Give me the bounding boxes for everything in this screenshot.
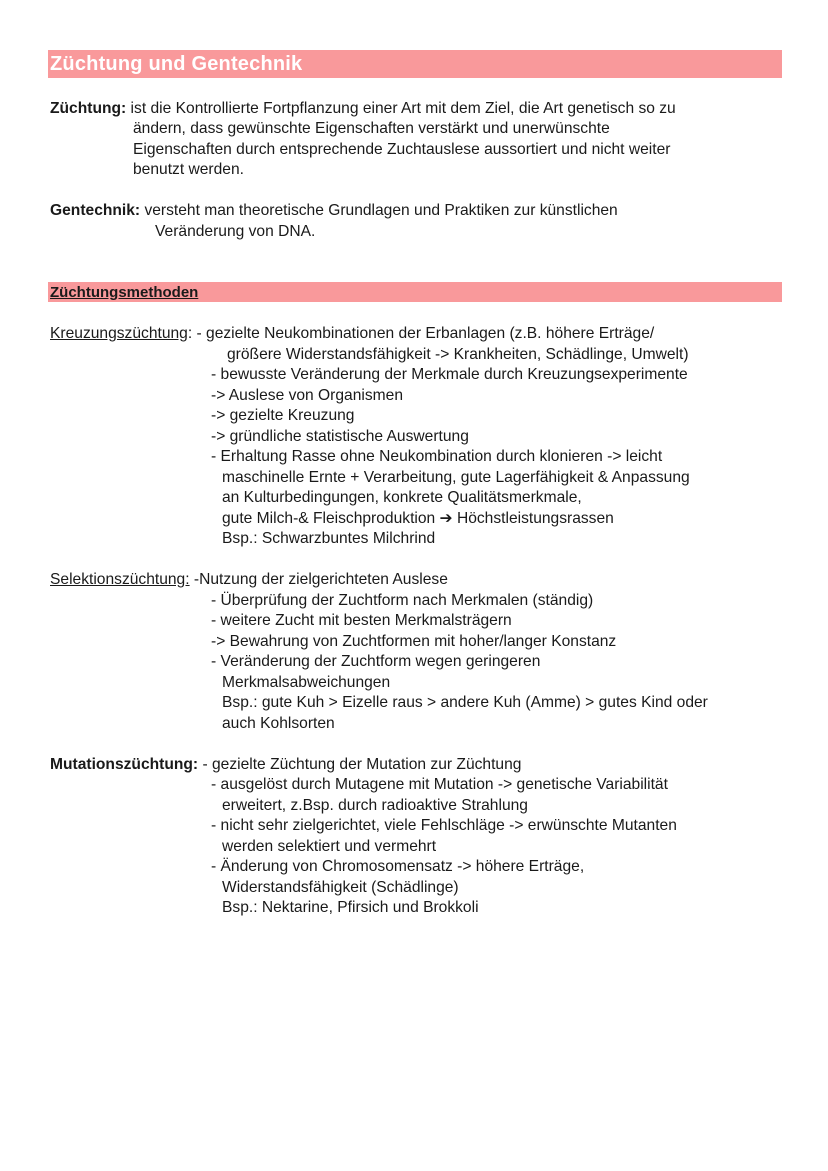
mutation-line-6: - Änderung von Chromosomensatz -> höhere Erträge,: [211, 858, 585, 875]
selektion-line-4: -> Bewahrung von Zuchtformen mit hoher/langer Konstanz: [211, 633, 617, 650]
definition-zuechtung-line-3: Eigenschaften durch entsprechende Zuchtauslese aussortiert und nicht weiter: [133, 141, 671, 158]
mutation-line-7: Widerstandsfähigkeit (Schädlinge): [222, 879, 459, 896]
kreuzung-line-4: -> Auslese von Organismen: [211, 387, 403, 404]
definition-gentechnik-line-2: Veränderung von DNA.: [155, 223, 316, 240]
selektion-line-2: - Überprüfung der Zuchtform nach Merkmalen (ständig): [211, 592, 594, 609]
method-term-kreuzung: Kreuzungszüchtung: [50, 325, 188, 342]
selektion-line-5: - Veränderung der Zuchtform wegen geringeren: [211, 653, 541, 670]
kreuzung-line-5: -> gezielte Kreuzung: [211, 407, 355, 424]
selektion-line-1: Selektionszüchtung: -Nutzung der zielgerichteten Auslese: [50, 571, 448, 588]
definition-zuechtung-line-2: ändern, dass gewünschte Eigenschaften verstärkt und unerwünschte: [133, 120, 610, 137]
kreuzung-line-7: - Erhaltung Rasse ohne Neukombination durch klonieren -> leicht: [211, 448, 663, 465]
kreuzung-line-6: -> gründliche statistische Auswertung: [211, 428, 469, 445]
mutation-line-4: - nicht sehr zielgerichtet, viele Fehlschläge -> erwünschte Mutanten: [211, 817, 677, 834]
mutation-line-3: erweitert, z.Bsp. durch radioaktive Strahlung: [222, 797, 528, 814]
mutation-line-8: Bsp.: Nektarine, Pfirsich und Brokkoli: [222, 899, 479, 916]
definition-term-gentechnik: Gentechnik:: [50, 202, 141, 219]
mutation-line-5: werden selektiert und vermehrt: [222, 838, 437, 855]
mutation-line-2: - ausgelöst durch Mutagene mit Mutation -> genetische Variabilität: [211, 776, 668, 793]
definition-zuechtung-line-4: benutzt werden.: [133, 161, 244, 178]
mutation-line-1: Mutationszüchtung: - gezielte Züchtung der Mutation zur Züchtung: [50, 756, 522, 773]
kreuzung-line-11: Bsp.: Schwarzbuntes Milchrind: [222, 530, 436, 547]
definition-term-zuechtung: Züchtung:: [50, 100, 127, 117]
method-term-mutation: Mutationszüchtung:: [50, 756, 199, 773]
kreuzung-line-9: an Kulturbedingungen, konkrete Qualitätsmerkmale,: [222, 489, 582, 506]
kreuzung-line-1: Kreuzungszüchtung: - gezielte Neukombinationen der Erbanlagen (z.B. höhere Erträge/: [50, 325, 655, 342]
method-term-selektion: Selektionszüchtung:: [50, 571, 190, 588]
kreuzung-line-8: maschinelle Ernte + Verarbeitung, gute Lagerfähigkeit & Anpassung: [222, 469, 690, 486]
kreuzung-line-10: gute Milch-& Fleischproduktion ➔ Höchstleistungsrassen: [222, 510, 614, 527]
page-title: Züchtung und Gentechnik: [48, 50, 782, 78]
selektion-line-8: auch Kohlsorten: [222, 715, 335, 732]
selektion-line-7: Bsp.: gute Kuh > Eizelle raus > andere Kuh (Amme) > gutes Kind oder: [222, 694, 708, 711]
kreuzung-line-2: größere Widerstandsfähigkeit -> Krankheiten, Schädlinge, Umwelt): [227, 346, 689, 363]
kreuzung-line-3: - bewusste Veränderung der Merkmale durch Kreuzungsexperimente: [211, 366, 688, 383]
section-heading-methods: Züchtungsmethoden: [48, 282, 782, 302]
selektion-line-6: Merkmalsabweichungen: [222, 674, 391, 691]
definition-zuechtung-line-1: Züchtung: ist die Kontrollierte Fortpflanzung einer Art mit dem Ziel, die Art genetisch so zu: [50, 100, 676, 117]
definition-gentechnik-line-1: Gentechnik: versteht man theoretische Grundlagen und Praktiken zur künstlichen: [50, 202, 618, 219]
selektion-line-3: - weitere Zucht mit besten Merkmalsträgern: [211, 612, 512, 629]
